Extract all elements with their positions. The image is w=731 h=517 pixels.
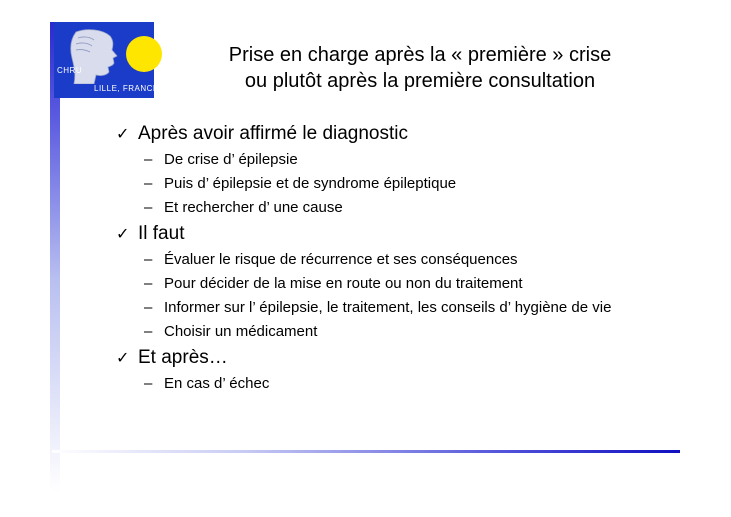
dash-bullet: – — [144, 251, 153, 268]
list-item — [144, 150, 676, 170]
logo-chru-text: CHRU — [57, 66, 83, 75]
section-heading-text: Il faut — [138, 223, 185, 244]
list-item-text: Puis d’ épilepsie et de syndrome épileptique — [164, 175, 457, 192]
section-heading-text: Et après… — [138, 347, 228, 368]
check-mark-icon: ✓ — [116, 224, 130, 243]
list-item-text: De crise d’ épilepsie — [164, 151, 298, 168]
list-item-text: Évaluer le risque de récurrence et ses conséquences — [164, 251, 518, 268]
list-item-text: Pour décider de la mise en route ou non du traitement — [164, 275, 523, 292]
list-item-text: Choisir un médicament — [164, 323, 318, 340]
list-item — [144, 174, 676, 194]
title-line-2: ou plutôt après la première consultation — [244, 70, 596, 92]
section-heading — [116, 346, 676, 370]
dash-bullet: – — [144, 199, 153, 216]
list-item — [144, 274, 676, 294]
list-item — [144, 198, 676, 218]
section-heading-text: Après avoir affirmé le diagnostic — [138, 123, 408, 144]
check-mark-icon: ✓ — [116, 348, 130, 367]
dash-bullet: – — [144, 151, 153, 168]
list-item — [144, 298, 676, 318]
chru-lille-logo — [54, 22, 164, 100]
bottom-decorative-line — [52, 450, 680, 453]
bullet-list — [116, 122, 676, 398]
sun-icon — [126, 36, 162, 72]
list-item — [144, 322, 676, 342]
dash-bullet: – — [144, 299, 153, 316]
list-item-text: Et rechercher d’ une cause — [164, 199, 343, 216]
list-item-text: Informer sur l’ épilepsie, le traitement, les conseils d’ hygiène de vie — [164, 299, 612, 316]
list-item-text: En cas d’ échec — [164, 375, 270, 392]
slide-title — [170, 42, 670, 94]
check-mark-icon: ✓ — [116, 124, 130, 143]
face-profile-icon — [68, 28, 122, 84]
title-line-1: Prise en charge après la « première » crise — [228, 44, 612, 66]
section-heading — [116, 122, 676, 146]
section-heading — [116, 222, 676, 246]
dash-bullet: – — [144, 175, 153, 192]
dash-bullet: – — [144, 275, 153, 292]
dash-bullet: – — [144, 375, 153, 392]
list-item — [144, 250, 676, 270]
list-item — [144, 374, 676, 394]
dash-bullet: – — [144, 323, 153, 340]
logo-city-text: LILLE, FRANCE — [94, 84, 159, 93]
